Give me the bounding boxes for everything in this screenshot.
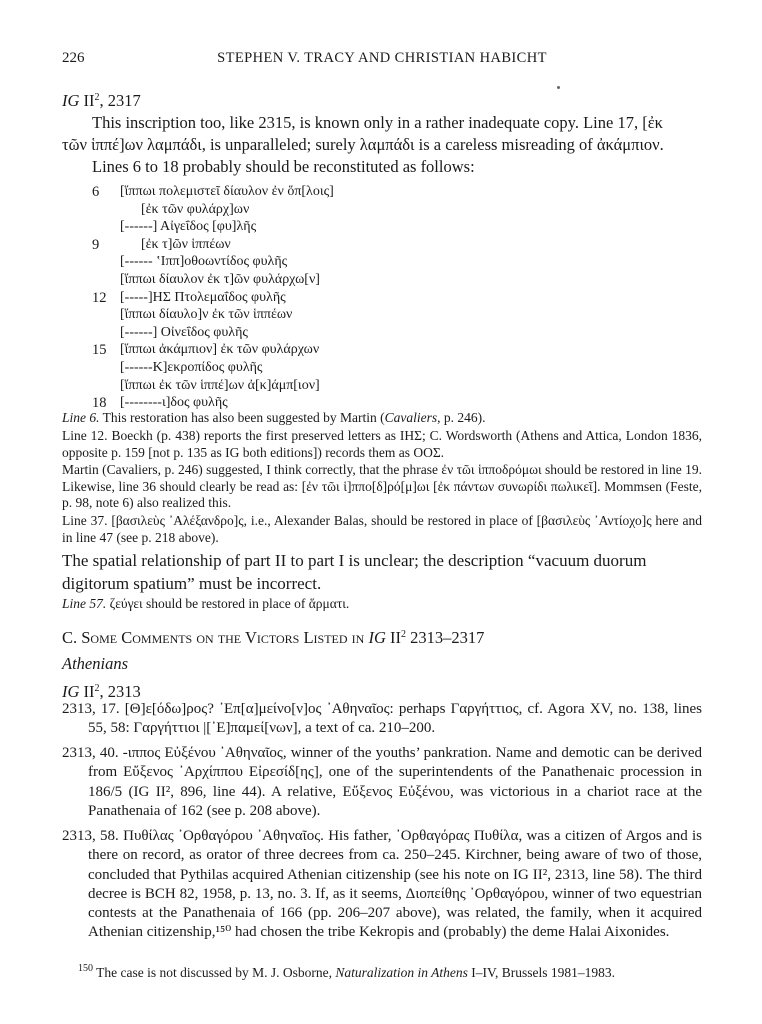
inscription-line xyxy=(62,360,702,379)
subheading-ig-2313: IG $II^2$, 2313 xyxy=(62,682,141,701)
note-martin: Martin (Cavaliers, p. 246) suggested, I think correctly, that the phrase ἐν τῶι ἱπποδρόμωι should be restored in line 19. Likewise, line 36 should clearly be read as: [ἐν τῶι ἱ]ππο[δ]ρό[μ]ωι [ἐκ πάντων συνωρίδι πωλικεῖ]. Mommsen (Feste, p. 98, note 6) also realized this. xyxy=(62,462,702,510)
inscription-line-text: [ἵππωι δίαυλο]ν ἐκ τῶν ἱππέων xyxy=(120,307,293,323)
spatial-paragraph: The spatial relationship of part II to part I is unclear; the description “vacuum duorum digitorum spatium” must be incorrect. xyxy=(62,551,647,593)
entry-2313-58: 2313, 58. Πυθίλας ᾿Ορθαγόρου ᾿Αθηναῖος. His father, ᾿Ορθαγόρας Πυθίλα, was a citizen of Argos and is there on record, as orator of three decrees from ca. 250–245. Kirchner, being aware of two of those, concluded that Pythilas acquired Athenian citizenship (see his note on IG II², 2313, line 58). The third decree is BCH 82, 1958, p. 13, no. 3. If, as it seems, Διοπείθης ᾿Ορθαγόρου, winner of two equestrian contests at the Panathenaia of 166 (pp. 206–207 above), was related, the family, when it acquired Athenian citizenship,¹⁵⁰ had chosen the tribe Kekropis and (probably) the deme Halai Aixonides. xyxy=(62,828,702,941)
inscription-line xyxy=(62,272,702,291)
inscription-line-text: [ἵππωι ἀκάμπιον] ἐκ τῶν φυλάρχων xyxy=(120,342,320,358)
note-line-37: Line 37. [βασιλεὺς ᾿Αλέξανδρο]ς, i.e., Alexander Balas, should be restored in place of [βασιλεὺς ᾿Αντίοχο]ς here and in line 47 (see p. 218 above). xyxy=(62,513,702,545)
section-heading-ig-2317: IG $II^2$, 2317 xyxy=(62,91,141,110)
intro-paragraph-line3: Lines 6 to 18 probably should be reconstituted as follows: xyxy=(92,157,475,176)
inscription-line-text: [------] Οἰνεΐδος φυλῆς xyxy=(120,324,248,340)
inscription-line-text: [ἐκ τῶν φυλάρχ]ων xyxy=(141,201,250,217)
intro-paragraph-line2: τῶν ἱππέ]ων λαμπάδι, is unparalleled; surely λαμπάδι is a careless misreading of ἀκάμπιον. xyxy=(62,135,664,154)
inscription-line xyxy=(62,325,702,344)
subheading-athenians: Athenians xyxy=(62,654,128,673)
page-number: 226 xyxy=(62,50,85,66)
inscription-line-number: 6 xyxy=(92,184,100,200)
section-heading-victors: C. Some Comments on the Victors Listed in IG $II^2$ 2313–2317 xyxy=(62,628,485,647)
inscription-line xyxy=(62,307,702,326)
inscription-line-text: [------] Αἰγεΐδος [φυ]λῆς xyxy=(120,219,257,235)
intro-paragraph-line1: This inscription too, like 2315, is known only in a rather inadequate copy. Line 17, [ἐκ xyxy=(92,113,663,132)
inscription-line-number: 18 xyxy=(92,395,107,412)
inscription-line xyxy=(62,254,702,273)
inscription-line-text: [ἵππωι πολεμιστεῖ δίαυλον ἐν ὅπ[λοις] xyxy=(120,184,334,199)
inscription-line xyxy=(62,342,702,361)
note-line-12: Line 12. Boeckh (p. 438) reports the first preserved letters as ΙΗΣ; C. Wordsworth (Athens and Attica, London 1836, opposite p. 159 [not p. 135 as IG both editions]) records them as ΟΟΣ. xyxy=(62,428,702,460)
inscription-line-number: 12 xyxy=(92,289,107,306)
inscription-line xyxy=(62,290,702,309)
inscription-line-number: 9 xyxy=(92,236,100,253)
print-speck xyxy=(557,86,560,89)
footnote-150: $^{150}$ The case is not discussed by M. J. Osborne, Naturalization in Athens I–IV, Brussels 1981–1983. xyxy=(78,963,616,980)
inscription-line-text: [--------ι]δος φυλῆς xyxy=(120,395,228,411)
entry-2313-17: 2313, 17. [Θ]ε[όδω]ρος? ᾿Επ[α]μείνο[ν]ος ᾿Αθηναῖος: perhaps Γαργήττιος, cf. Agora XV, no. 138, lines 55, 58: Γαργήττιοι |[᾿Ε]παμεί[νων], a text of ca. 210–200. xyxy=(62,701,702,737)
inscription-line-text: [-----]ΗΣ Πτολεμαΐδος φυλῆς xyxy=(120,289,286,305)
running-title: STEPHEN V. TRACY AND CHRISTIAN HABICHT xyxy=(217,50,547,66)
inscription-line xyxy=(62,219,702,238)
inscription-line-text: [------K]εκροπίδος φυλῆς xyxy=(120,360,263,375)
note-line-6: Line 6. This restoration has also been suggested by Martin (Cavaliers, p. 246). xyxy=(62,410,486,425)
inscription-line-text: [ἵππωι ἐκ τῶν ἱππέ]ων ἀ[κ]άμπ[ιον] xyxy=(120,377,320,393)
inscription-line xyxy=(62,237,702,256)
inscription-line-number: 15 xyxy=(92,342,107,359)
note-line-57: Line 57. ζεύγει should be restored in place of ἅρματι. xyxy=(62,596,350,611)
inscription-line-text: [ἵππωι δίαυλον ἐκ τ]ῶν φυλάρχω[ν] xyxy=(120,272,320,287)
inscription-line-text: [------ ʽΙππ]οθοωντίδος φυλῆς xyxy=(120,254,288,270)
page-header xyxy=(62,50,702,72)
inscription-line xyxy=(62,378,702,397)
inscription-line xyxy=(62,184,702,203)
entry-2313-40: 2313, 40. -ιππος Εὐξένου ᾿Αθηναῖος, winner of the youths’ pankration. Name and demotic can be derived from Εὔξενος ᾿Αρχίππου Εἰρεσίδ[ης], one of the superintendents of the Panathenaic procession in 186/5 (IG II², 896, line 44). A relative, Εὔξενος Εὐξένου, was victorious in a chariot race at the Panathenaia of 162 (see p. 208 above). xyxy=(62,745,702,819)
inscription-line xyxy=(62,202,702,221)
inscription-line-text: [ἐκ τ]ῶν ἱππέων xyxy=(141,236,231,252)
